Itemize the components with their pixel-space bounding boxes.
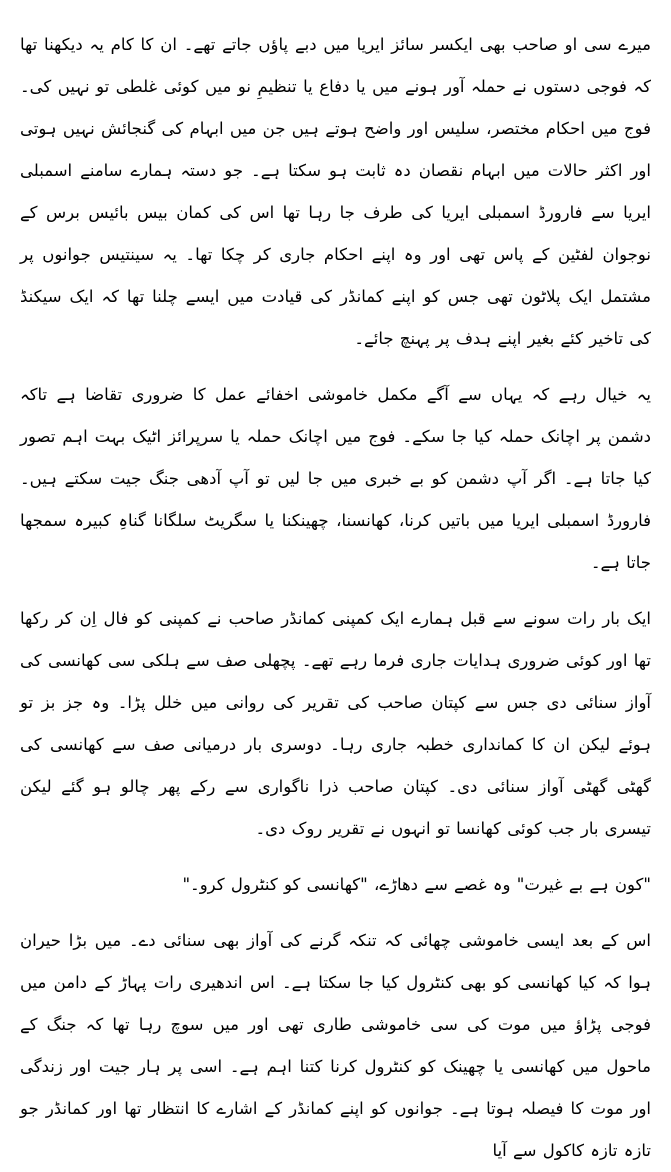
dialogue-paragraph: "کون ہے بے غیرت" وہ غصے سے دھاڑے، "کھانسی کو کنٹرول کرو۔"	[182, 875, 651, 894]
paragraph-1: میرے سی او صاحب بھی ایکسر سائز ایریا میں دبے پاؤں جاتے تھے۔ ان کا کام یہ دیکھنا تھا کہ فوجی دستوں نے حملہ آور ہونے میں یا دفاع یا تنظیمِ نو میں کوئی غلطی تو نہیں کی۔ فوج میں احکام مختصر، سلیس اور واضح ہوتے ہیں جن میں ابہام کی گنجائش نہیں ہوتی اور اکثر حالات میں ابہام نقصان دہ ثابت ہو سکتا ہے۔ جو دستہ ہمارے سامنے اسمبلی ایریا سے فارورڈ اسمبلی ایریا کی طرف جا رہا تھا اس کی کمان بیس بائیس برس کے نوجوان لفٹین کے پاس تھی اور وہ اپنے احکام جاری کر چکا تھا۔ یہ سینتیس جوانوں پر مشتمل ایک پلاٹون تھی جس کو اپنے کمانڈر کی قیادت میں ایسے چلنا تھا کہ ایک سیکنڈ کی تاخیر کئے بغیر اپنے ہدف پر پہنچ جائے۔	[20, 35, 651, 348]
paragraph-2: یہ خیال رہے کہ یہاں سے آگے مکمل خاموشی اخفائے عمل کا ضروری تقاضا ہے تاکہ دشمن پر اچانک حملہ کیا جا سکے۔ فوج میں اچانک حملہ یا سرپرائز اٹیک بہت اہم تصور کیا جاتا ہے۔ اگر آپ دشمن کو بے خبری میں جا لیں تو آپ آدھی جنگ جیت سکتے ہیں۔ فارورڈ اسمبلی ایریا میں باتیں کرنا، کھانسنا، چھینکنا یا سگریٹ سلگانا گناہِ کبیرہ سمجھا جاتا ہے۔	[20, 385, 651, 572]
paragraph-5: اس کے بعد ایسی خاموشی چھائی کہ تنکہ گرنے کی آواز بھی سنائی دے۔ میں بڑا حیران ہوا کہ کیا کھانسی کو بھی کنٹرول کیا جا سکتا ہے۔ اس اندھیری رات پہاڑ کے دامن میں فوجی پڑاؤ میں موت کی سی خاموشی طاری تھی اور میں سوچ رہا تھا کہ جنگ کے ماحول میں کھانسی یا چھینک کو کنٹرول کرنا کتنا اہم ہے۔ اسی پر ہار جیت اور زندگی اور موت کا فیصلہ ہوتا ہے۔ جوانوں کو اپنے کمانڈر کے اشارے کا انتظار تھا اور کمانڈر جو تازہ تازہ کاکول سے آیا	[20, 931, 651, 1160]
paragraph-3: ایک بار رات سونے سے قبل ہمارے ایک کمپنی کمانڈر صاحب نے کمپنی کو فال اِن کر رکھا تھا اور کوئی ضروری ہدایات جاری فرما رہے تھے۔ پچھلی صف سے ہلکی سی کھانسی کی آواز سنائی دی جس سے کپتان صاحب کی تقریر کی روانی میں خلل پڑا۔ وہ جز بز تو ہوئے لیکن ان کا کمانداری خطبہ جاری رہا۔ دوسری بار درمیانی صف سے کھانسی کی گھٹی گھٹی آواز سنائی دی۔ کپتان صاحب ذرا ناگواری سے رکے پھر چالو ہو گئے لیکن تیسری بار جب کوئی کھانسا تو انہوں نے تقریر روک دی۔	[20, 609, 651, 838]
